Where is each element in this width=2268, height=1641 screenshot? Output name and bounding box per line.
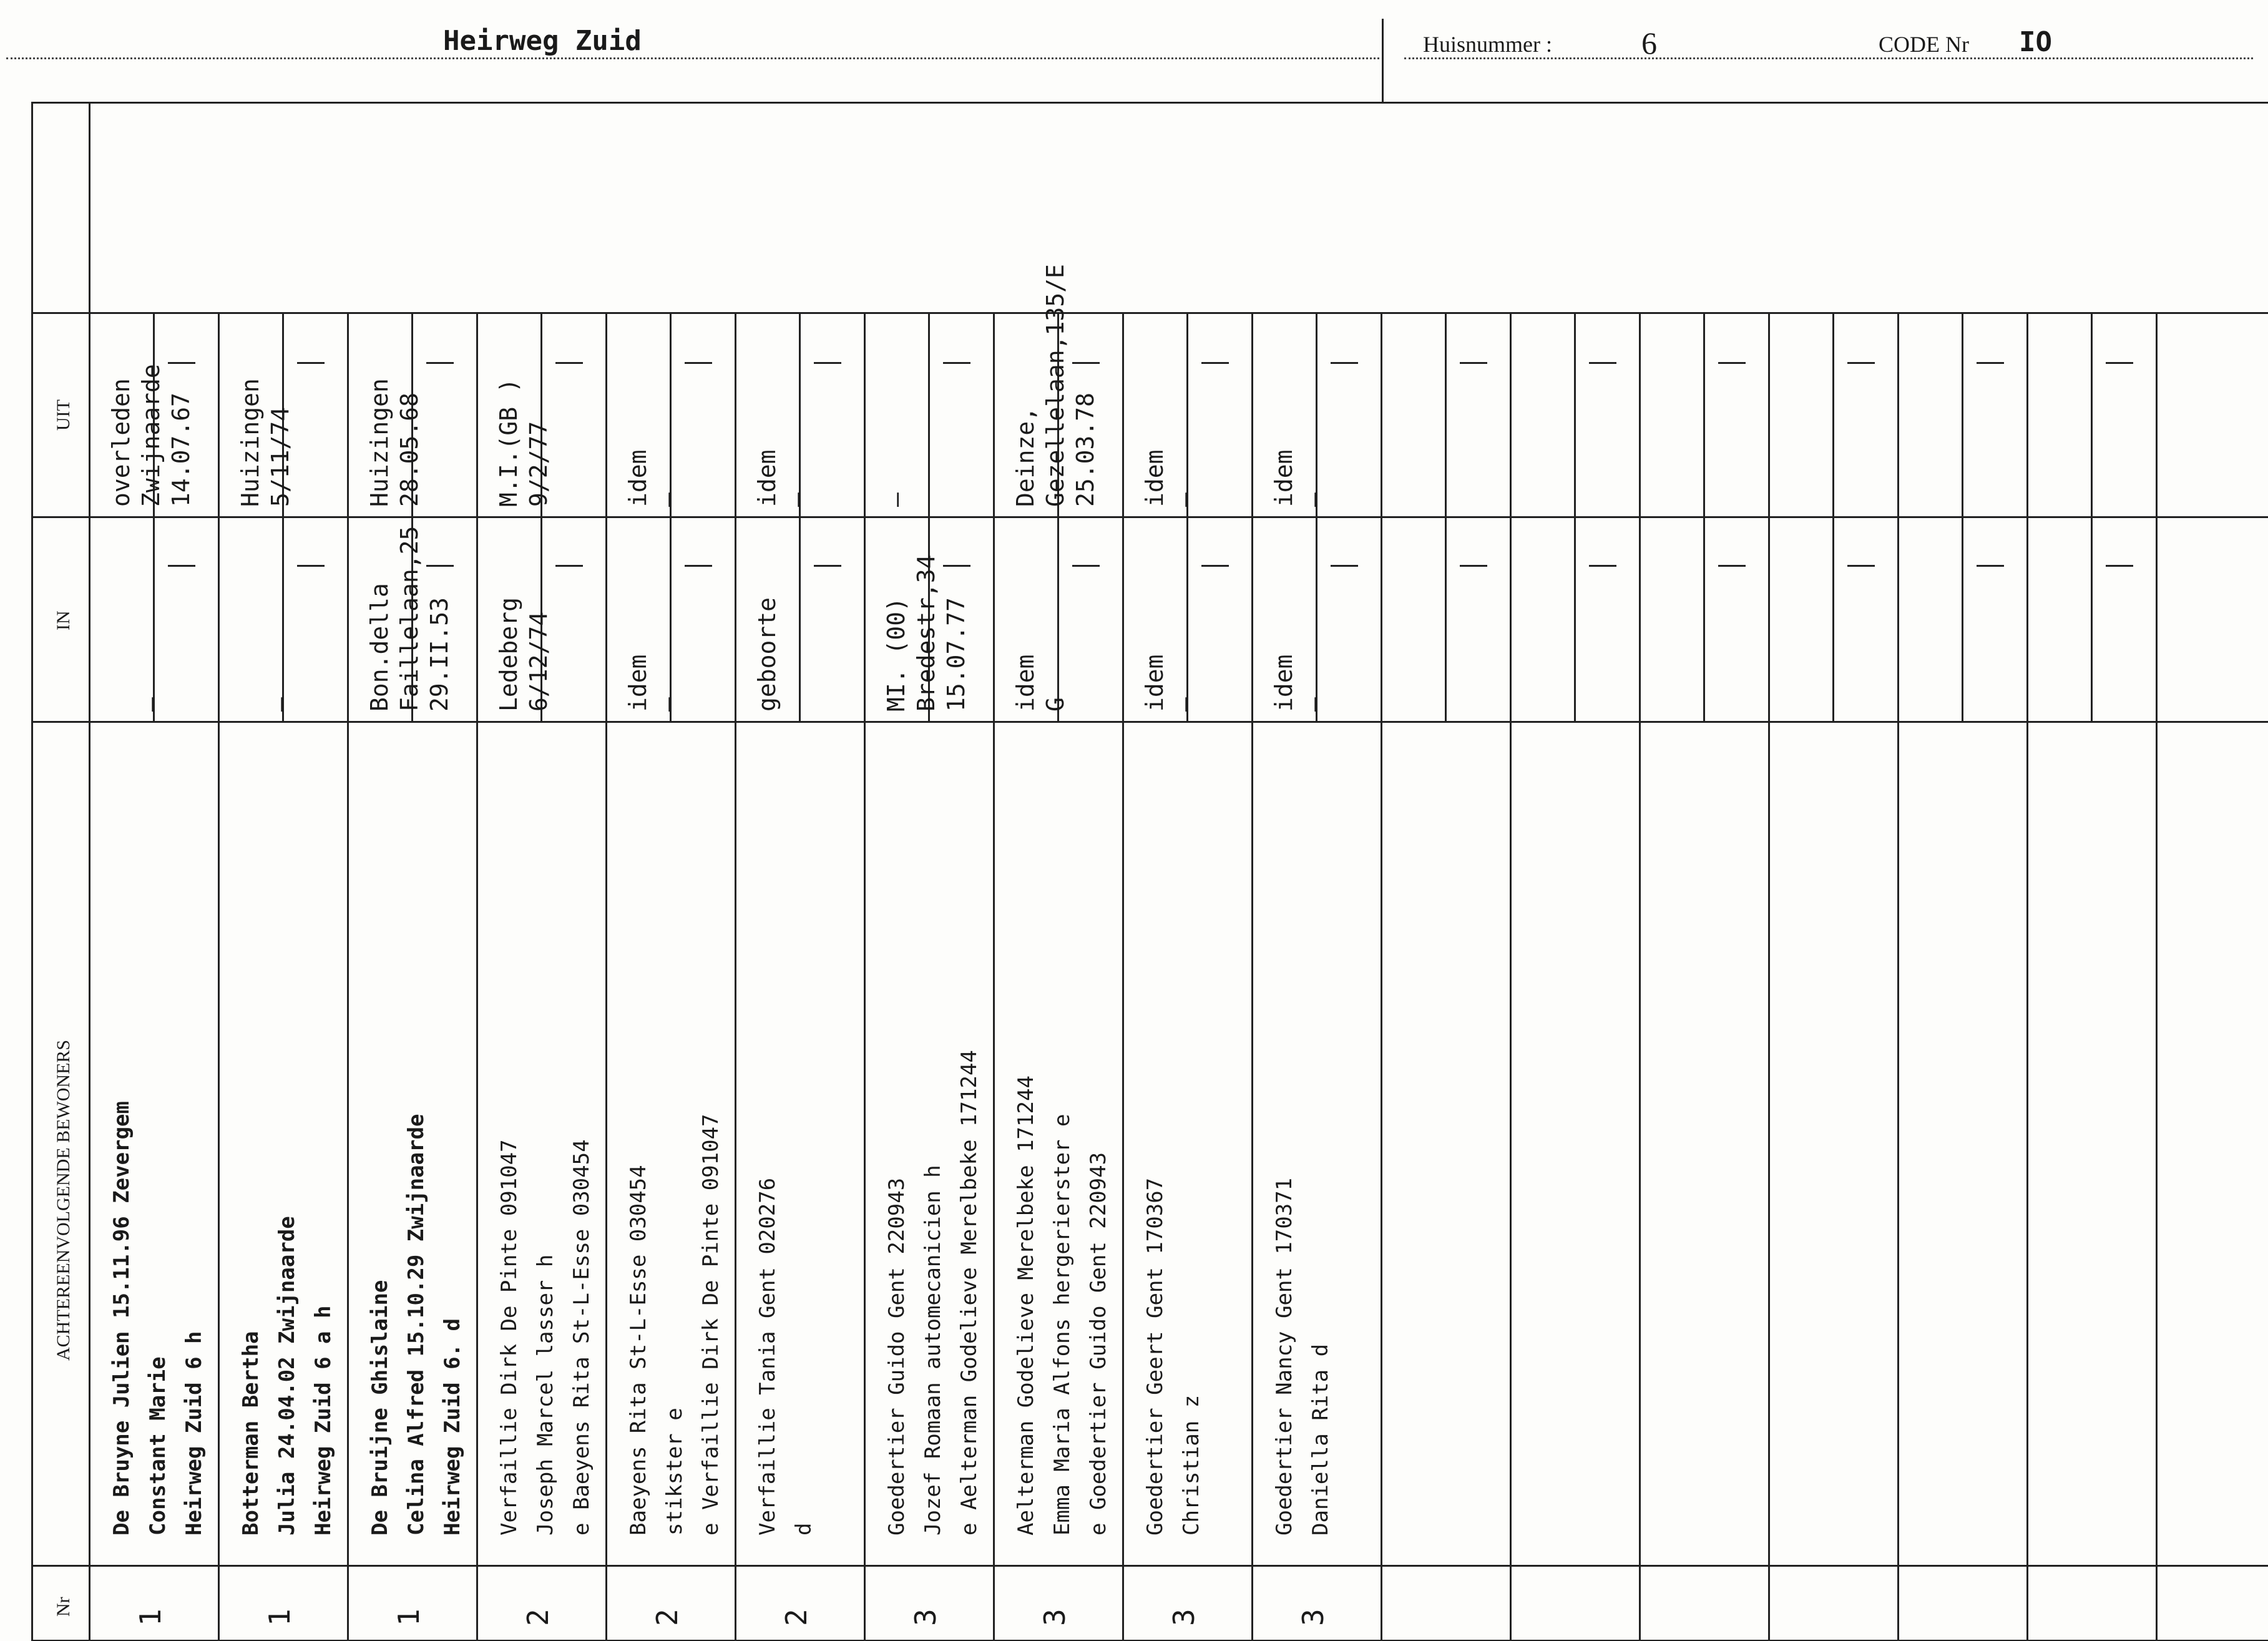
in-entry: 15.07.77 — [942, 597, 970, 712]
resident-line: Emma Maria Alfons hergerierster e — [1050, 1114, 1075, 1536]
subcolumn-separator-in — [1186, 516, 1188, 721]
resident-line: e Baeyens Rita St-L-Esse 030454 — [569, 1139, 594, 1536]
empty-marker-uit — [1847, 362, 1875, 364]
subcolumn-separator-uit — [1703, 312, 1705, 516]
empty-marker-uit — [943, 362, 970, 364]
row-number: 3 — [1167, 1609, 1201, 1626]
column-separator — [1381, 312, 1382, 1641]
in-entry: idem — [1141, 654, 1168, 712]
in-entry: idem — [624, 654, 652, 712]
empty-marker-uit — [1589, 362, 1616, 364]
uit-entry: idem — [753, 449, 781, 507]
street-name: Heirweg Zuid — [443, 25, 642, 57]
uit-entry: idem — [1270, 449, 1298, 507]
column-separator — [1897, 312, 1899, 1641]
row-number: 3 — [1296, 1609, 1330, 1626]
empty-marker-uit — [685, 362, 712, 364]
empty-marker-in — [685, 565, 712, 567]
in-entry: — — [266, 697, 294, 712]
empty-marker-in — [1201, 565, 1229, 567]
in-entry: MI. (00) — [882, 597, 910, 712]
resident-line: Goedertier Nancy Gent 170371 — [1272, 1177, 1297, 1536]
resident-line: Goedertier Guido Gent 220943 — [884, 1177, 909, 1536]
subcolumn-separator-uit — [1574, 312, 1576, 516]
resident-line: d — [791, 1522, 816, 1536]
uit-entry: 25.03.78 — [1072, 392, 1099, 507]
uit-entry: — — [783, 492, 811, 507]
resident-line: stikster e — [662, 1408, 687, 1536]
nr-label: Nr — [53, 1597, 74, 1617]
subcolumn-separator-uit — [670, 312, 672, 516]
uit-entry: idem — [624, 449, 652, 507]
empty-marker-uit — [1977, 362, 2004, 364]
empty-marker-in — [1589, 565, 1616, 567]
house-number: 6 — [1641, 26, 1657, 61]
uit-entry: — — [1300, 492, 1327, 507]
resident-line: e Goedertier Guido Gent 220943 — [1086, 1152, 1111, 1536]
subcolumn-separator-in — [153, 516, 155, 721]
house-number-label: Huisnummer : — [1423, 32, 1552, 57]
empty-marker-uit — [1460, 362, 1487, 364]
in-entry: — — [1300, 697, 1327, 712]
uit-entry: overleden — [107, 378, 135, 507]
empty-marker-in — [1977, 565, 2004, 567]
resident-line: e Verfaillie Dirk De Pinte 091047 — [698, 1114, 723, 1536]
in-entry: — — [1171, 697, 1198, 712]
subcolumn-separator-in — [1316, 516, 1317, 721]
column-separator — [864, 312, 866, 1641]
resident-line: Verfaillie Tania Gent 020276 — [755, 1177, 780, 1536]
in-entry: Bredestr,34 — [912, 554, 940, 712]
uit-entry: — — [1171, 492, 1198, 507]
column-separator — [218, 312, 220, 1641]
in-entry: Bon.della — [366, 583, 393, 712]
uit-entry: 28.05.68 — [396, 392, 423, 507]
resident-line: Baeyens Rita St-L-Esse 030454 — [626, 1165, 651, 1536]
empty-marker-uit — [297, 362, 325, 364]
subcolumn-separator-in — [1445, 516, 1447, 721]
empty-marker-in — [297, 565, 325, 567]
resident-line: De Bruijne Ghislaine — [368, 1280, 393, 1536]
row-number: 1 — [134, 1609, 167, 1626]
subcolumn-separator-in — [1057, 516, 1059, 721]
resident-line: Jozef Romaan automecanicien h — [921, 1165, 946, 1536]
in-entry: — — [137, 697, 165, 712]
resident-line: Julia 24.04.02 Zwijnaarde — [275, 1216, 300, 1536]
column-separator — [2026, 312, 2028, 1641]
empty-marker-uit — [426, 362, 454, 364]
empty-marker-in — [555, 565, 583, 567]
empty-marker-in — [2106, 565, 2133, 567]
column-separator — [993, 312, 995, 1641]
uit-entry: 14.07.67 — [167, 392, 195, 507]
resident-line: e Aelterman Godelieve Merelbeke 171244 — [957, 1050, 982, 1536]
code-label: CODE Nr — [1879, 32, 1969, 57]
subcolumn-separator-in — [2091, 516, 2093, 721]
resident-line: De Bruyne Julien 15.11.96 Zevergem — [109, 1101, 134, 1536]
column-separator — [1510, 312, 1512, 1641]
uit-entry: 9/2/77 — [525, 421, 552, 507]
uit-entry: Zwijnaarde — [137, 364, 165, 507]
resident-line: Christian z — [1179, 1394, 1204, 1536]
column-separator — [1768, 312, 1770, 1641]
empty-marker-uit — [2106, 362, 2133, 364]
resident-line: Botterman Bertha — [238, 1331, 263, 1536]
in-entry: geboorte — [753, 597, 781, 712]
empty-marker-uit — [1718, 362, 1746, 364]
in-entry: Faillelaan,25 — [396, 526, 423, 712]
subcolumn-separator-in — [282, 516, 284, 721]
column-separator — [735, 312, 736, 1641]
empty-marker-in — [1847, 565, 1875, 567]
subcolumn-separator-uit — [1316, 312, 1317, 516]
uit-entry: — — [654, 492, 682, 507]
empty-marker-in — [1072, 565, 1100, 567]
subcolumn-separator-uit — [1186, 312, 1188, 516]
uit-entry: Deinze, — [1012, 406, 1039, 507]
uit-entry: Huizingen — [237, 378, 264, 507]
in-entry: 29.II.53 — [426, 597, 453, 712]
empty-marker-in — [1331, 565, 1358, 567]
empty-marker-uit — [555, 362, 583, 364]
empty-marker-uit — [1072, 362, 1100, 364]
uit-label: UIT — [53, 399, 74, 431]
residents-label: ACHTEREENVOLGENDE BEWONERS — [53, 1039, 74, 1361]
uit-entry: Gezellelaan,135/E — [1042, 264, 1069, 507]
row-number: 2 — [521, 1609, 555, 1626]
subcolumn-separator-uit — [1445, 312, 1447, 516]
resident-line: Heirweg Zuid 6. d — [440, 1318, 465, 1536]
resident-line: Constant Marie — [145, 1356, 170, 1536]
in-entry: idem — [1270, 654, 1298, 712]
subcolumn-separator-uit — [799, 312, 801, 516]
resident-line: Celina Alfred 15.10.29 Zwijnaarde — [404, 1114, 429, 1536]
empty-marker-uit — [1331, 362, 1358, 364]
empty-marker-in — [943, 565, 970, 567]
subcolumn-separator-uit — [928, 312, 930, 516]
row-number: 3 — [909, 1609, 942, 1626]
resident-line: Verfaillie Dirk De Pinte 091047 — [497, 1139, 522, 1536]
subcolumn-separator-uit — [1832, 312, 1834, 516]
column-separator — [476, 312, 478, 1641]
in-entry: 6/12/74 — [525, 611, 552, 712]
row-number: 1 — [392, 1609, 426, 1626]
subcolumn-separator-uit — [2091, 312, 2093, 516]
subcolumn-separator-in — [1703, 516, 1705, 721]
row-number: 1 — [263, 1609, 296, 1626]
subcolumn-separator-in — [1574, 516, 1576, 721]
subcolumn-separator-uit — [1962, 312, 1963, 516]
empty-marker-uit — [814, 362, 841, 364]
resident-line: Joseph Marcel lasser h — [533, 1254, 558, 1536]
in-entry: Ledeberg — [495, 597, 522, 712]
uit-entry: M.I.(GB ) — [495, 378, 522, 507]
column-separator — [605, 312, 607, 1641]
subcolumn-separator-in — [1832, 516, 1834, 721]
resident-line: Aelterman Godelieve Merelbeke 171244 — [1014, 1075, 1039, 1536]
resident-line: Goedertier Geert Gent 170367 — [1143, 1177, 1168, 1536]
column-separator — [347, 312, 349, 1641]
column-separator — [1251, 312, 1253, 1641]
resident-line: Daniella Rita d — [1308, 1343, 1333, 1536]
uit-entry: idem — [1141, 449, 1168, 507]
row-number: 2 — [780, 1609, 813, 1626]
subcolumn-separator-in — [1962, 516, 1963, 721]
empty-marker-uit — [1201, 362, 1229, 364]
in-entry: — — [654, 697, 682, 712]
column-separator — [1639, 312, 1641, 1641]
in-label: IN — [53, 610, 74, 630]
subcolumn-separator-in — [799, 516, 801, 721]
row-number: 3 — [1038, 1609, 1072, 1626]
empty-marker-in — [814, 565, 841, 567]
row-number: 2 — [650, 1609, 684, 1626]
empty-marker-in — [168, 565, 195, 567]
column-separator — [2156, 312, 2158, 1641]
code-value: IO — [2019, 26, 2052, 58]
uit-entry: 5/11/74 — [266, 406, 294, 507]
resident-line: Heirweg Zuid 6 h — [182, 1331, 207, 1536]
uit-entry: Huizingen — [366, 378, 393, 507]
uit-entry: — — [882, 492, 910, 507]
empty-marker-in — [426, 565, 454, 567]
column-separator — [1122, 312, 1124, 1641]
in-entry: G — [1042, 697, 1069, 712]
resident-line: Heirweg Zuid 6 a h — [311, 1305, 336, 1536]
subcolumn-separator-in — [670, 516, 672, 721]
empty-marker-in — [1460, 565, 1487, 567]
empty-marker-uit — [168, 362, 195, 364]
in-entry: idem — [1012, 654, 1039, 712]
empty-marker-in — [1718, 565, 1746, 567]
